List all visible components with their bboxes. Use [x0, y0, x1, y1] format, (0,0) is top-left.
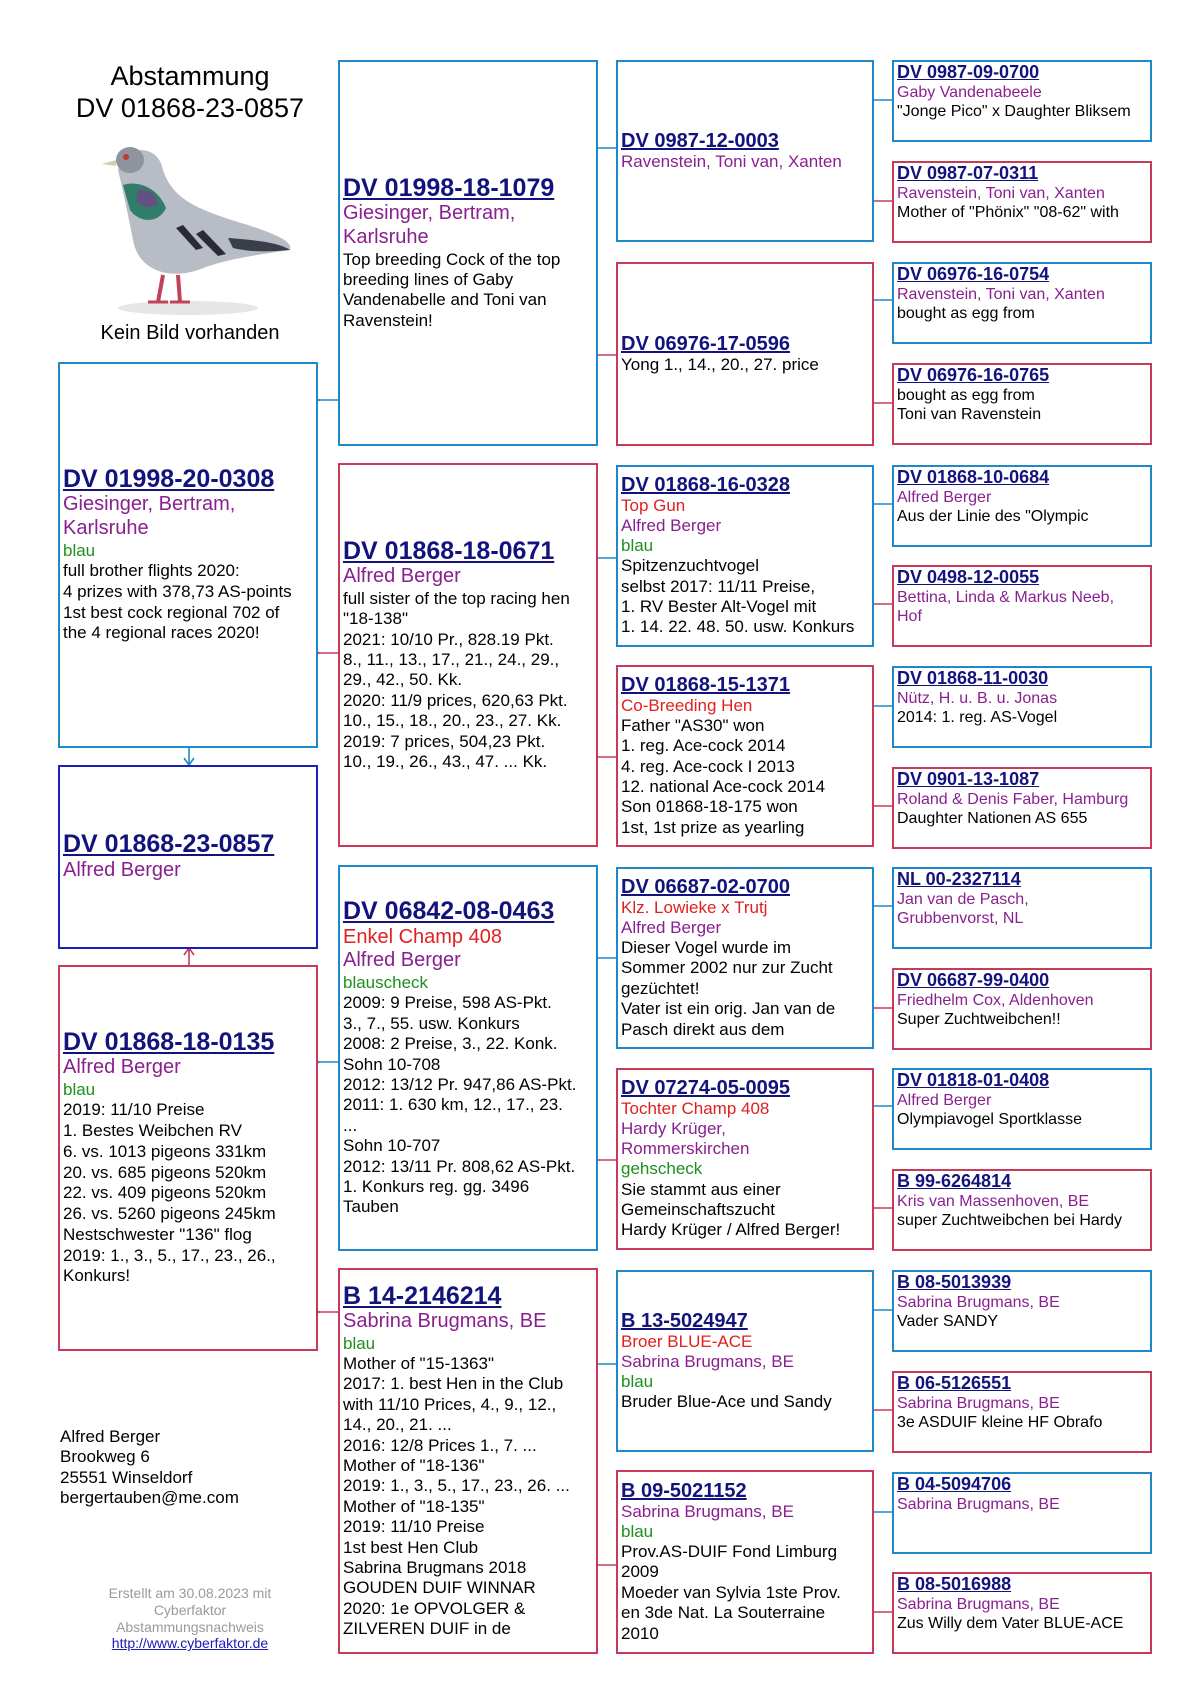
gen4-ring[interactable]: B 04-5094706 [897, 1474, 1012, 1494]
gen2-owner: Alfred Berger [343, 565, 461, 588]
gen4-ring[interactable]: B 99-6264814 [897, 1171, 1012, 1191]
gen4-owner: Sabrina Brugmans, BE [897, 1595, 1060, 1613]
gen4-ring[interactable]: B 08-5013939 [897, 1272, 1012, 1292]
gen3-card[interactable] [616, 1270, 874, 1452]
father-card[interactable] [58, 362, 318, 748]
gen3-card[interactable] [616, 1470, 874, 1654]
gen4-ring[interactable]: B 06-5126551 [897, 1373, 1012, 1393]
gen4-card[interactable] [892, 363, 1152, 445]
gen3-ring[interactable]: DV 06976-17-0596 [621, 332, 791, 355]
gen4-card[interactable] [892, 565, 1152, 647]
footer-line1: Erstellt am 30.08.2023 mit [108, 1585, 272, 1601]
footer-link[interactable]: http://www.cyberfaktor.de [111, 1635, 269, 1652]
gen2-ring[interactable]: DV 01998-18-1079 [343, 173, 555, 202]
footer-line2: Cyberfaktor [153, 1601, 227, 1618]
gen4-owner: Jan van de Pasch, Grubbenvorst, NL [897, 890, 1029, 927]
gen4-note: Super Zuchtweibchen!! [897, 1010, 1061, 1028]
gen2-card[interactable] [338, 1268, 598, 1654]
gen4-ring[interactable]: DV 06976-16-0765 [897, 365, 1050, 385]
gen2-note: 2009: 9 Preise, 598 AS-Pkt. 3., 7., 55. usw. Konkurs 2008: 2 Preise, 3., 22. Konk. Sohn 10-708 2012: 13/12 Pr. 947,86 AS-Pkt. 2011: 1. 630 km, 12., 17., 23. ... Sohn 10-707 2012: 13/11 Pr. 808,62 AS-Pkt. 1. Konkurs reg. gg. 3496 Tauben [343, 993, 577, 1217]
subject-card[interactable] [58, 765, 318, 949]
gen2-ring[interactable]: DV 06842-08-0463 [343, 897, 555, 926]
gen4-card[interactable] [892, 262, 1152, 344]
mother-note: 2019: 11/10 Preise 1. Bestes Weibchen RV 6. vs. 1013 pigeons 331km 20. vs. 685 pigeons 520km 22. vs. 409 pigeons 520km 26. vs. 5260 pigeons 245km Nestschwester "136" flog 2019: 1., 3., 5., 17., 23., 26., Konkurs! [63, 1100, 276, 1286]
gen3-color: blau [621, 1522, 654, 1542]
gen3-color: gehscheck [621, 1159, 703, 1179]
gen4-ring[interactable]: DV 0987-07-0311 [897, 163, 1039, 183]
gen4-ring[interactable]: DV 01868-10-0684 [897, 467, 1050, 487]
gen4-ring[interactable]: DV 06976-16-0754 [897, 264, 1050, 284]
gen3-ring[interactable]: DV 07274-05-0095 [621, 1077, 791, 1100]
mother-card[interactable] [58, 965, 318, 1351]
gen4-owner: Bettina, Linda & Markus Neeb, Hof [897, 588, 1115, 625]
gen3-ring[interactable]: B 09-5021152 [621, 1479, 747, 1502]
pedigree-title [55, 60, 325, 125]
gen3-card[interactable] [616, 665, 874, 847]
gen3-card[interactable] [616, 60, 874, 242]
gen2-owner: Sabrina Brugmans, BE [343, 1310, 547, 1333]
gen4-card[interactable] [892, 1572, 1152, 1654]
gen3-note: Dieser Vogel wurde im Sommer 2002 nur zur Zucht gezüchtet! Vater ist ein orig. Jan van de Pasch direkt aus dem [621, 938, 836, 1039]
gen4-arrows [872, 100, 892, 1612]
gen4-card[interactable] [892, 1270, 1152, 1352]
gen3-card[interactable] [616, 867, 874, 1049]
gen4-ring[interactable]: NL 00-2327114 [897, 869, 1021, 889]
gen4-owner: Kris van Massenhoven, BE [897, 1192, 1090, 1210]
gen3-note: Spitzenzuchtvogel selbst 2017: 11/11 Preise, 1. RV Bester Alt-Vogel mit 1. 14. 22. 48. 50. usw. Konkurs [621, 556, 855, 637]
gen4-ring[interactable]: DV 0498-12-0055 [897, 567, 1040, 587]
gen4-owner: Gaby Vandenabeele [897, 83, 1042, 101]
gen4-owner: Nütz, H. u. B. u. Jonas [897, 689, 1058, 707]
gen4-card[interactable] [892, 60, 1152, 142]
gen4-owner: Sabrina Brugmans, BE [897, 1293, 1060, 1311]
gen3-owner: Sabrina Brugmans, BE [621, 1501, 794, 1521]
gen2-note: Mother of "15-1363" 2017: 1. best Hen in the Club with 11/10 Prices, 4., 9., 12., 14., 20., 21. ... 2016: 12/8 Prices 1., 7. ... Mother of "18-136" 2019: 1., 3., 5., 17., 23., 26. ... Mother of "18-135" 2019: 11/10 Preise 1st best Hen Club Sabrina Brugmans 2018 GOUDEN DUIF WINNAR 2020: 1e OPVOLGER & ZILVEREN DUIF in de [343, 1354, 570, 1639]
gen4-note: Aus der Linie des "Olympic [897, 507, 1089, 525]
gen2-ring[interactable]: B 14-2146214 [343, 1281, 502, 1310]
gen2-card[interactable] [338, 463, 598, 847]
breeder-street: Brookweg 6 [60, 1447, 150, 1467]
gen4-ring[interactable]: DV 01868-11-0030 [897, 668, 1049, 688]
gen4-note: super Zuchtweibchen bei Hardy [897, 1211, 1123, 1229]
gen4-ring[interactable]: B 08-5016988 [897, 1574, 1012, 1594]
gen4-note: Olympiavogel Sportklasse [897, 1110, 1082, 1128]
gen4-ring[interactable]: DV 0901-13-1087 [897, 769, 1040, 789]
gen3-card[interactable] [616, 1068, 874, 1250]
gen4-note: Mother of "Phönix" "08-62" with [897, 203, 1119, 221]
gen2-owner: Giesinger, Bertram, Karlsruhe [343, 202, 516, 248]
father-color: blau [63, 540, 96, 560]
gen3-card[interactable] [616, 465, 874, 647]
gen3-owner: Hardy Krüger, Rommerskirchen [621, 1119, 750, 1159]
gen4-note: Daughter Nationen AS 655 [897, 809, 1088, 827]
gen4-card[interactable] [892, 1472, 1152, 1554]
gen3-pigeon-name: Tochter Champ 408 [621, 1099, 770, 1119]
gen4-note: 3e ASDUIF kleine HF Obrafo [897, 1413, 1103, 1431]
breeder-address [60, 1427, 239, 1509]
gen4-card[interactable] [892, 161, 1152, 243]
gen3-owner: Ravenstein, Toni van, Xanten [621, 151, 842, 171]
gen4-owner: Ravenstein, Toni van, Xanten [897, 184, 1105, 202]
gen4-card[interactable] [892, 1371, 1152, 1453]
gen2-note: full sister of the top racing hen "18-138" 2021: 10/10 Pr., 828.19 Pkt. 8., 11., 13., 17., 21., 24., 29., 29., 42., 50. Kk. 2020: 11/9 prices, 620,63 Pkt. 10., 15., 18., 20., 23., 27. Kk. 2019: 7 prices, 504,23 Pkt. 10., 19., 26., 43., 47. ... Kk. [343, 588, 570, 771]
gen2-pigeon-name: Enkel Champ 408 [343, 925, 502, 948]
gen4-note: Vader SANDY [897, 1312, 999, 1330]
gen4-owner: Alfred Berger [897, 1091, 992, 1109]
gen3-ring[interactable]: DV 01868-15-1371 [621, 673, 791, 696]
gen3-owner: Sabrina Brugmans, BE [621, 1351, 794, 1371]
mother-owner: Alfred Berger [63, 1056, 181, 1079]
gen4-card[interactable] [892, 767, 1152, 849]
father-owner: Giesinger, Bertram, Karlsruhe [63, 493, 236, 540]
breeder-name: Alfred Berger [60, 1427, 161, 1446]
gen4-note: 2014: 1. reg. AS-Vogel [897, 708, 1058, 726]
gen4-card[interactable] [892, 867, 1152, 949]
gen3-card[interactable] [616, 262, 874, 446]
gen3-ring[interactable]: DV 0987-12-0003 [621, 129, 779, 152]
gen4-ring[interactable]: DV 06687-99-0400 [897, 970, 1050, 990]
pigeon-image [78, 130, 298, 320]
footer [60, 1585, 320, 1652]
gen2-arrows [318, 400, 338, 1312]
gen4-note: "Jonge Pico" x Daughter Bliksem [897, 102, 1131, 120]
gen3-arrows [596, 148, 616, 1565]
gen2-card[interactable] [338, 60, 598, 446]
gen3-ring[interactable]: DV 01868-16-0328 [621, 474, 791, 497]
gen2-color: blauscheck [343, 973, 429, 992]
gen3-color: blau [621, 536, 654, 556]
gen4-card[interactable] [892, 1068, 1152, 1150]
mother-color: blau [63, 1080, 96, 1100]
gen2-color: blau [343, 1333, 376, 1353]
gen2-owner: Alfred Berger [343, 949, 461, 972]
gen3-note: Prov.AS-DUIF Fond Limburg 2009 Moeder van Sylvia 1ste Prov. en 3de Nat. La Souterraine 2010 [621, 1542, 841, 1643]
gen3-owner: Alfred Berger [621, 918, 722, 938]
gen4-owner: Sabrina Brugmans, BE [897, 1495, 1060, 1513]
subject-ring[interactable]: DV 01868-23-0857 [63, 830, 275, 859]
gen4-card[interactable] [892, 666, 1152, 748]
gen4-owner: Roland & Denis Faber, Hamburg [897, 790, 1129, 808]
breeder-email[interactable]: bergertauben@me.com [60, 1488, 239, 1508]
gen2-card[interactable] [338, 865, 598, 1251]
gen2-ring[interactable]: DV 01868-18-0671 [343, 536, 555, 565]
gen3-ring[interactable]: B 13-5024947 [621, 1309, 748, 1332]
gen3-note: Sie stammt aus einer Gemeinschaftszucht Hardy Krüger / Alfred Berger! [621, 1179, 841, 1240]
gen3-pigeon-name: Co-Breeding Hen [621, 695, 753, 715]
gen4-owner: Sabrina Brugmans, BE [897, 1394, 1060, 1412]
gen2-note: Top breeding Cock of the top breeding lines of Gaby Vandenabelle and Toni van Ravenstein! [343, 249, 561, 330]
gen4-note: bought as egg from Toni van Ravenstein [897, 386, 1042, 423]
gen3-ring[interactable]: DV 06687-02-0700 [621, 875, 791, 898]
gen3-pigeon-name: Top Gun [621, 496, 686, 516]
gen4-owner: Ravenstein, Toni van, Xanten [897, 285, 1105, 303]
father-note: full brother flights 2020: 4 prizes with 378,73 AS-points 1st best cock regional 702 of the 4 regional races 2020! [63, 561, 292, 643]
gen3-owner: Alfred Berger [621, 516, 722, 536]
gen4-card[interactable] [892, 1169, 1152, 1251]
footer-line3: Abstammungsnachweis [116, 1618, 264, 1635]
gen4-ring[interactable]: DV 0987-09-0700 [897, 62, 1040, 82]
gen4-note: Zus Willy dem Vater BLUE-ACE [897, 1614, 1124, 1632]
gen4-card[interactable] [892, 968, 1152, 1050]
no-image-label: Kein Bild vorhanden [100, 322, 280, 344]
title-label: Abstammung [110, 61, 270, 91]
gen4-card[interactable] [892, 465, 1152, 547]
gen3-pigeon-name: Klz. Lowieke x Trutj [621, 897, 768, 917]
gen3-note: Yong 1., 14., 20., 27. price [621, 354, 819, 374]
gen3-note: Bruder Blue-Ace und Sandy [621, 1391, 832, 1411]
gen3-note: Father "AS30" won 1. reg. Ace-cock 2014 4. reg. Ace-cock I 2013 12. national Ace-cock 2014 Son 01868-18-175 won 1st, 1st prize as yearling [621, 715, 826, 837]
subject-owner: Alfred Berger [63, 858, 181, 881]
gen4-owner: Friedhelm Cox, Aldenhoven [897, 991, 1094, 1009]
gen4-owner: Alfred Berger [897, 488, 992, 506]
mother-ring[interactable]: DV 01868-18-0135 [63, 1027, 275, 1056]
gen3-pigeon-name: Broer BLUE-ACE [621, 1331, 753, 1351]
title-ring: DV 01868-23-0857 [75, 93, 305, 124]
breeder-city: 25551 Winseldorf [60, 1467, 193, 1487]
gen3-color: blau [621, 1371, 654, 1391]
gen4-ring[interactable]: DV 01818-01-0408 [897, 1070, 1050, 1090]
father-ring[interactable]: DV 01998-20-0308 [63, 464, 275, 493]
gen4-note: bought as egg from [897, 304, 1035, 322]
